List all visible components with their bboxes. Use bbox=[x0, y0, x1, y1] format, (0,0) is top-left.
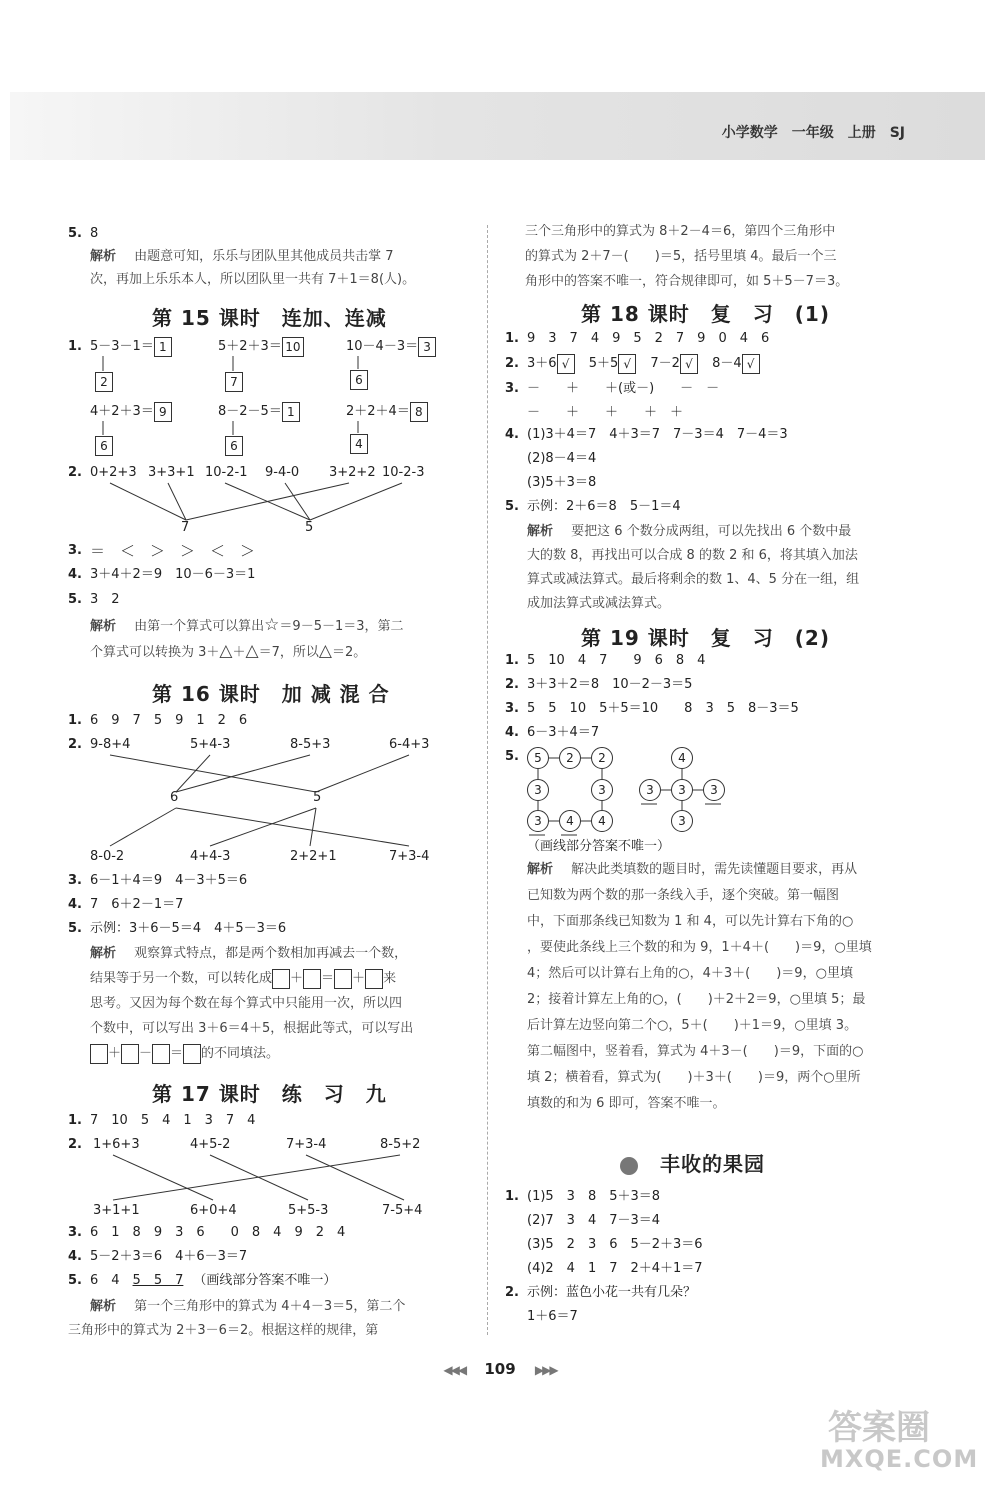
q-number: 3. bbox=[68, 543, 82, 558]
section-title: 第 18 课时 复 习 (1) bbox=[581, 302, 830, 326]
q-number: 2. bbox=[505, 677, 519, 692]
match-target: 5 bbox=[313, 790, 322, 805]
q-number: 3. bbox=[505, 381, 519, 396]
q-number: 2. bbox=[68, 737, 82, 752]
explanation-label: 解析 bbox=[90, 946, 117, 961]
number-circle: 3 bbox=[671, 779, 693, 801]
q-number: 2. bbox=[505, 356, 519, 371]
page-number: 109 bbox=[484, 1360, 516, 1378]
match-item: 7+3-4 bbox=[286, 1137, 327, 1152]
answer-text: 9 3 7 4 9 5 2 7 9 0 4 6 bbox=[527, 331, 770, 346]
explanation-text: ＝9－5－1＝3，第二 bbox=[279, 619, 404, 634]
explanation-text: 填数的和为 6 即可，答案不唯一。 bbox=[527, 1096, 726, 1111]
number-circle: 3 bbox=[527, 810, 549, 832]
explanation-text: ，( )＋2＋2＝9， bbox=[663, 992, 790, 1007]
intermediate-box: 6 bbox=[95, 436, 113, 456]
answer-text: 5－2＋3＝6 4＋6－3＝7 bbox=[90, 1249, 248, 1264]
match-target: 5 bbox=[305, 520, 314, 535]
q-number: 1. bbox=[68, 713, 82, 728]
explanation-text: 成加法算式或减法算式。 bbox=[527, 596, 671, 611]
explanation-text: 算式或减法算式。最后将剩余的数 1、4、5 分在一组，组 bbox=[527, 572, 860, 587]
explanation-text: ，4＋3＋( )＝9， bbox=[689, 966, 816, 981]
explanation-text: 里所 bbox=[834, 1070, 861, 1085]
explanation-label: 解析 bbox=[90, 1299, 117, 1314]
section-title: 第 19 课时 复 习 (2) bbox=[581, 626, 830, 650]
explanation-text: 里填 3。 bbox=[805, 1018, 858, 1033]
q-number: 1. bbox=[505, 1189, 519, 1204]
explanation-text: 结果等于另一个数，可以转化成 bbox=[90, 971, 273, 986]
answer-text: 5 10 4 7 9 6 8 4 bbox=[527, 653, 706, 668]
q-number: 5. bbox=[68, 592, 82, 607]
circle-blank-icon: ○ bbox=[823, 1070, 835, 1085]
match-item: 8-5+2 bbox=[380, 1137, 421, 1152]
match-line bbox=[176, 755, 210, 792]
explanation-text: 个算式可以转换为 3＋ bbox=[90, 645, 220, 660]
number-circle: 2 bbox=[591, 747, 613, 769]
answer-text: (3)5＋3＝8 bbox=[527, 475, 597, 490]
answer-box: 3 bbox=[418, 337, 436, 357]
q-number: 4. bbox=[68, 1249, 82, 1264]
intermediate-box: 6 bbox=[225, 436, 243, 456]
circle-blank-icon: ○ bbox=[789, 992, 801, 1007]
explanation-text: 三角形中的算式为 2＋3－6＝2。根据这样的规律，第 bbox=[68, 1323, 379, 1338]
match-line bbox=[210, 808, 316, 846]
explanation-text: ＝7，所以 bbox=[258, 645, 319, 660]
answer-text: (1)3＋4＝7 4＋3＝7 7－3＝4 7－4＝3 bbox=[527, 427, 788, 442]
operator: － bbox=[139, 1046, 153, 1061]
match-line bbox=[316, 755, 409, 792]
expression: 4＋2＋3＝ bbox=[90, 404, 154, 419]
match-line bbox=[110, 483, 186, 520]
circle-blank-icon: ○ bbox=[657, 1018, 669, 1033]
match-item: 3+1+1 bbox=[93, 1203, 140, 1218]
explanation-text: 中，下面那条线已知数为 1 和 4，可以先计算右下角的 bbox=[527, 914, 842, 929]
explanation-text: ＋ bbox=[232, 645, 246, 660]
answer-text: 6 9 7 5 9 1 2 6 bbox=[90, 713, 248, 728]
answer-text: 6－1＋4＝9 4－3＋5＝6 bbox=[90, 873, 248, 888]
match-line bbox=[110, 755, 316, 792]
circle-blank-icon: ○ bbox=[841, 914, 854, 929]
explanation-text: 思考。又因为每个数在每个算式中只能用一次，所以四 bbox=[90, 996, 403, 1011]
q-number: 5. bbox=[68, 1273, 82, 1288]
explanation-text: 个数中，可以写出 3＋6＝4＋5，根据此等式，可以写出 bbox=[90, 1021, 414, 1036]
q-number: 5. bbox=[505, 499, 519, 514]
watermark-url: MXQE.COM bbox=[820, 1445, 979, 1473]
match-item: 10-2-1 bbox=[205, 465, 248, 480]
match-item: 7+3-4 bbox=[389, 849, 430, 864]
match-item: 9-4-0 bbox=[265, 465, 300, 480]
explanation-text: 由第一个算式可以算出 bbox=[134, 619, 265, 634]
answer-text: 1＋6＝7 bbox=[527, 1309, 578, 1324]
match-item: 4+4-3 bbox=[190, 849, 231, 864]
answer-text: 示例：3＋6－5＝4 4＋5－3＝6 bbox=[90, 921, 287, 936]
explanation-text: ＝2。 bbox=[331, 645, 367, 660]
answer-text: 7 10 5 4 1 3 7 4 bbox=[90, 1113, 256, 1128]
explanation-text: ，5＋( )＋1＝9， bbox=[668, 1018, 795, 1033]
match-item: 2+2+1 bbox=[290, 849, 337, 864]
answer-box: 8 bbox=[410, 402, 428, 422]
explanation-text: 里填 bbox=[845, 940, 872, 955]
match-item: 6+0+4 bbox=[190, 1203, 237, 1218]
explanation-text: 的算式为 2＋7－( )＝5，括号里填 4。最后一个三 bbox=[525, 249, 837, 264]
match-item: 8-0-2 bbox=[90, 849, 125, 864]
answer-text: － ＋ ＋(或－) － － bbox=[527, 381, 720, 396]
number-circle: 3 bbox=[591, 779, 613, 801]
q-number: 4. bbox=[68, 897, 82, 912]
answer-text: 6－3＋4＝7 bbox=[527, 725, 600, 740]
answer-text: 5 5 10 5＋5＝10 8 3 5 8－3＝5 bbox=[527, 701, 799, 716]
q-number: 3. bbox=[505, 701, 519, 716]
q-number: 1. bbox=[505, 331, 519, 346]
operator: ＋ bbox=[108, 1046, 122, 1061]
check-box: √ bbox=[742, 354, 760, 374]
operator: ＝ bbox=[321, 971, 335, 986]
match-line bbox=[310, 808, 316, 846]
match-line bbox=[110, 808, 176, 846]
operator: ＋ bbox=[352, 971, 366, 986]
star-icon: ☆ bbox=[264, 615, 280, 635]
explanation-text: 解决此类填数的题目时，需先读懂题目要求，再从 bbox=[571, 862, 858, 877]
answer-note: （画线部分答案不唯一） bbox=[527, 839, 671, 854]
answer-box: 1 bbox=[154, 337, 172, 357]
circle-blank-icon: ○ bbox=[834, 940, 846, 955]
section-title: 第 17 课时 练 习 九 bbox=[152, 1082, 387, 1106]
expression: 8－4 bbox=[712, 356, 742, 371]
next-page-arrows-icon: ▶▶▶ bbox=[534, 1363, 557, 1377]
explanation-text: 4；然后可以计算右上角的 bbox=[527, 966, 679, 981]
answer-text: 3 2 bbox=[90, 592, 120, 607]
explanation-text: ，要使此条线上三个数的和为 9，1＋4＋( )＝9， bbox=[527, 940, 835, 955]
q-number: 5. bbox=[68, 921, 82, 936]
answer-text: (2)7 3 4 7－3＝4 bbox=[527, 1213, 661, 1228]
match-item: 7-5+4 bbox=[382, 1203, 423, 1218]
expression: 5－3－1＝ bbox=[90, 339, 154, 354]
prev-page-arrows-icon: ◀◀◀ bbox=[443, 1363, 466, 1377]
expression: 2＋2＋4＝ bbox=[346, 404, 410, 419]
section-title: 第 15 课时 连加、连减 bbox=[152, 306, 387, 330]
answer-text: 6 4 bbox=[90, 1273, 133, 1288]
answer-text: 3＋3＋2＝8 10－2－3＝5 bbox=[527, 677, 693, 692]
number-circle: 3 bbox=[527, 779, 549, 801]
answer-text: 7 6＋2－1＝7 bbox=[90, 897, 184, 912]
match-item: 6-4+3 bbox=[389, 737, 430, 752]
answer-text: (4)2 4 1 7 2＋4＋1＝7 bbox=[527, 1261, 703, 1276]
match-target: 7 bbox=[181, 520, 190, 535]
q-number: 1. bbox=[68, 1113, 82, 1128]
match-item: 8-5+3 bbox=[290, 737, 331, 752]
explanation-text: 第一个三角形中的算式为 4＋4－3＝5，第二个 bbox=[134, 1299, 406, 1314]
match-item: 5+4-3 bbox=[190, 737, 231, 752]
answer-text: 3＋4＋2＝9 10－6－3＝1 bbox=[90, 567, 256, 582]
match-item: 1+6+3 bbox=[93, 1137, 140, 1152]
match-line bbox=[168, 483, 186, 520]
explanation-text: 里填 bbox=[826, 966, 853, 981]
explanation-text: 角形中的答案不唯一，符合规律即可，如 5＋5－7＝3。 bbox=[525, 274, 849, 289]
q-number: 2. bbox=[68, 465, 82, 480]
explanation-label: 解析 bbox=[90, 619, 117, 634]
expression: 3＋6 bbox=[527, 356, 557, 371]
triangle-icon: △ bbox=[318, 641, 332, 661]
answer-text: 6 1 8 9 3 6 0 8 4 9 2 4 bbox=[90, 1225, 346, 1240]
expression: 10－4－3＝ bbox=[346, 339, 419, 354]
circle-blank-icon: ○ bbox=[794, 1018, 806, 1033]
match-item: 9-8+4 bbox=[90, 737, 131, 752]
circle-blank-icon: ○ bbox=[652, 992, 664, 1007]
match-target: 6 bbox=[170, 790, 179, 805]
match-item: 0+2+3 bbox=[90, 465, 137, 480]
operator: ＋ bbox=[290, 971, 304, 986]
q-number: 1. bbox=[68, 339, 82, 354]
intermediate-box: 2 bbox=[95, 372, 113, 392]
intermediate-box: 6 bbox=[350, 370, 368, 390]
section-title: 第 16 课时 加 减 混 合 bbox=[152, 682, 390, 706]
circle-blank-icon: ○ bbox=[852, 1044, 864, 1059]
explanation-label: 解析 bbox=[527, 862, 554, 877]
number-circle: 4 bbox=[671, 747, 693, 769]
intermediate-box: 7 bbox=[225, 372, 243, 392]
explanation-text: 大的数 8，再找出可以合成 8 的数 2 和 6，将其填入加法 bbox=[527, 548, 858, 563]
answer-box: 10 bbox=[282, 337, 304, 357]
check-box: √ bbox=[618, 354, 636, 374]
explanation-text: 观察算式特点，都是两个数相加再减去一个数， bbox=[134, 946, 408, 961]
match-line bbox=[113, 1155, 400, 1200]
answer-text: － ＋ ＋ ＋ ＋ bbox=[527, 405, 684, 420]
q-number: 3. bbox=[68, 1225, 82, 1240]
check-box: √ bbox=[680, 354, 698, 374]
answer-text: 示例：蓝色小花一共有几朵？ bbox=[527, 1285, 697, 1300]
answer-text-underlined: 5 5 7 bbox=[132, 1273, 184, 1288]
expression: 5＋5 bbox=[588, 356, 619, 371]
q-number: 1. bbox=[505, 653, 519, 668]
match-item: 10-2-3 bbox=[382, 465, 425, 480]
match-item: 3+3+1 bbox=[148, 465, 195, 480]
q-number: 4. bbox=[68, 567, 82, 582]
explanation-text: 第二幅图中，竖着看，算式为 4＋3－( )＝9，下面的 bbox=[527, 1044, 853, 1059]
explanation-text: 里填 5；最 bbox=[800, 992, 866, 1007]
triangle-icon: △ bbox=[245, 641, 259, 661]
section-title: 丰收的果园 bbox=[660, 1152, 765, 1176]
match-item: 3+2+2 bbox=[329, 465, 376, 480]
expression: 7－2 bbox=[650, 356, 680, 371]
explanation-text: 要把这 6 个数分成两组，可以先找出 6 个数中最 bbox=[571, 524, 852, 539]
explanation-text: 由题意可知，乐乐与团队里其他成员共击掌 7 bbox=[134, 249, 394, 264]
answer-text: (3)5 2 3 6 5－2＋3＝6 bbox=[527, 1237, 703, 1252]
q-number: 2. bbox=[68, 1137, 82, 1152]
q-number: 4. bbox=[505, 725, 519, 740]
number-circle: 4 bbox=[559, 810, 581, 832]
number-circle: 2 bbox=[559, 747, 581, 769]
watermark-logo: 答案圈 bbox=[828, 1408, 930, 1448]
q-number: 5. bbox=[68, 226, 82, 241]
match-line bbox=[176, 755, 310, 792]
number-circle: 5 bbox=[527, 747, 549, 769]
q-number: 2. bbox=[505, 1285, 519, 1300]
q-number: 5. bbox=[505, 749, 519, 764]
explanation-text: 已知数为两个数的那一条线入手，逐个突破。第一幅图 bbox=[527, 888, 840, 903]
expression: 8－2－5＝ bbox=[218, 404, 282, 419]
answer-text: 示例：2＋6＝8 5－1＝4 bbox=[527, 499, 681, 514]
match-line bbox=[113, 1155, 213, 1200]
answer-text: ＝ ＜ ＞ ＞ ＜ ＞ bbox=[90, 542, 256, 560]
match-item: 5+5-3 bbox=[288, 1203, 329, 1218]
triangle-icon: △ bbox=[219, 641, 233, 661]
explanation-text: 后计算左边竖向第二个 bbox=[527, 1018, 658, 1033]
intermediate-box: 4 bbox=[350, 434, 368, 454]
match-line bbox=[176, 808, 409, 846]
number-circle: 4 bbox=[591, 810, 613, 832]
answer-box: 9 bbox=[154, 402, 172, 422]
match-item: 4+5-2 bbox=[190, 1137, 231, 1152]
answer-text: 8 bbox=[90, 226, 99, 241]
number-circle: 3 bbox=[703, 779, 725, 801]
number-circle: 3 bbox=[639, 779, 661, 801]
answer-box: 1 bbox=[282, 402, 300, 422]
circle-blank-icon: ○ bbox=[815, 966, 827, 981]
explanation-text: 填 2；横着看，算式为( )＋3＋( )＝9，两个 bbox=[527, 1070, 824, 1085]
answer-text: (2)8－4＝4 bbox=[527, 451, 597, 466]
circle-blank-icon: ○ bbox=[678, 966, 690, 981]
operator: ＝ bbox=[170, 1046, 184, 1061]
explanation-text: 次，再加上乐乐本人，所以团队里一共有 7＋1＝8(人)。 bbox=[90, 272, 416, 287]
page-footer bbox=[0, 1360, 1000, 1378]
explanation-text: 来 bbox=[383, 971, 397, 986]
q-number: 3. bbox=[68, 873, 82, 888]
explanation-label: 解析 bbox=[527, 524, 554, 539]
explanation-text: 的不同填法。 bbox=[201, 1046, 280, 1061]
expression: 5＋2＋3＝ bbox=[218, 339, 282, 354]
answer-text: (1)5 3 8 5＋3＝8 bbox=[527, 1189, 661, 1204]
explanation-text: 三个三角形中的算式为 8＋2－4＝6，第四个三角形中 bbox=[525, 224, 836, 239]
header-title: 小学数学 一年级 上册 SJ bbox=[721, 125, 905, 141]
explanation-text: 2；接着计算左上角的 bbox=[527, 992, 653, 1007]
explanation-label: 解析 bbox=[90, 249, 117, 264]
answer-note: （画线部分答案不唯一） bbox=[193, 1273, 337, 1288]
check-box: √ bbox=[557, 354, 575, 374]
number-circle: 3 bbox=[671, 810, 693, 832]
q-number: 4. bbox=[505, 427, 519, 442]
